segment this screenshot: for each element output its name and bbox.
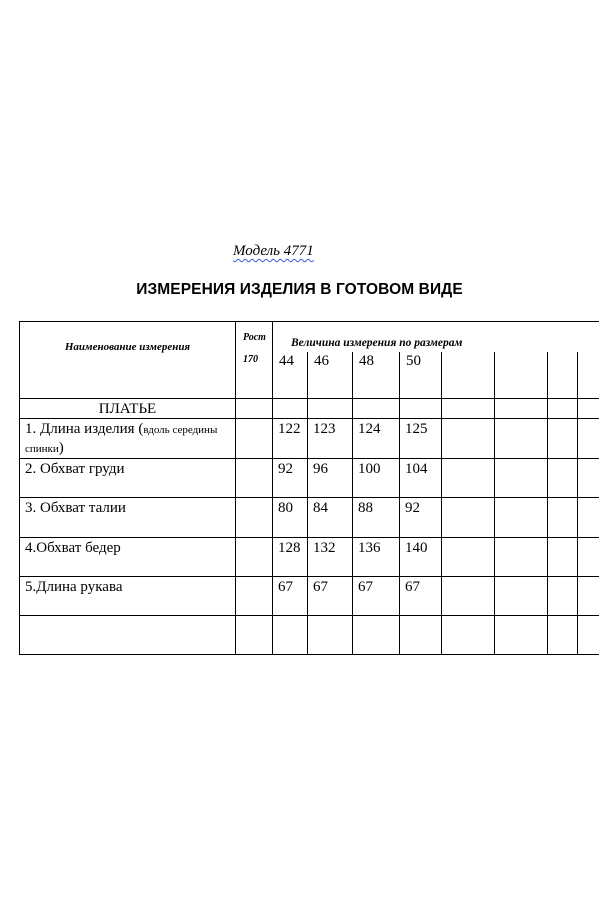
height-value: 170 xyxy=(243,354,258,365)
column-header-name: Наименование измерения xyxy=(20,322,236,399)
measurement-value: 67 xyxy=(400,577,442,616)
size-cell: 48 xyxy=(353,352,400,399)
measurement-name: 1. Длина изделия (вдоль середины спинки) xyxy=(20,419,236,459)
measurement-value: 100 xyxy=(353,459,400,498)
measurement-name: 2. Обхват груди xyxy=(20,459,236,498)
measurement-value: 136 xyxy=(353,538,400,577)
measurement-note: вдоль середины спинки xyxy=(25,424,218,455)
measurement-value: 124 xyxy=(353,419,400,459)
table-row xyxy=(20,459,599,498)
table-row xyxy=(20,538,599,577)
model-number: Модель 4771 xyxy=(233,243,314,259)
measurement-value: 67 xyxy=(353,577,400,616)
measurement-value: 128 xyxy=(273,538,308,577)
measurement-value: 92 xyxy=(273,459,308,498)
size-cell-empty xyxy=(578,352,599,399)
size-cell-empty xyxy=(548,352,578,399)
height-label: Рост xyxy=(243,332,266,343)
column-header-sizes: Величина измерения по размерам xyxy=(273,322,599,352)
measurement-value: 92 xyxy=(400,498,442,538)
size-cell: 46 xyxy=(308,352,353,399)
size-cell: 44 xyxy=(273,352,308,399)
measurement-value: 84 xyxy=(308,498,353,538)
measurement-value: 123 xyxy=(308,419,353,459)
measurement-name: 3. Обхват талии xyxy=(20,498,236,538)
measurement-value: 132 xyxy=(308,538,353,577)
size-cell-empty xyxy=(495,352,548,399)
measurement-value: 88 xyxy=(353,498,400,538)
measurement-name: 4.Обхват бедер xyxy=(20,538,236,577)
section-label: ПЛАТЬЕ xyxy=(20,399,236,419)
measurement-value: 67 xyxy=(308,577,353,616)
measurement-value: 140 xyxy=(400,538,442,577)
table-row xyxy=(20,498,599,538)
measurement-value: 104 xyxy=(400,459,442,498)
table-row-empty xyxy=(20,616,599,655)
document-title: ИЗМЕРЕНИЯ ИЗДЕЛИЯ В ГОТОВОМ ВИДЕ xyxy=(136,281,463,298)
measurements-table xyxy=(19,321,599,655)
table-row xyxy=(20,577,599,616)
measurement-value: 96 xyxy=(308,459,353,498)
measurement-value: 80 xyxy=(273,498,308,538)
size-cell-empty xyxy=(442,352,495,399)
measurement-value: 67 xyxy=(273,577,308,616)
measurement-value: 122 xyxy=(273,419,308,459)
measurement-value: 125 xyxy=(400,419,442,459)
measurement-name: 5.Длина рукава xyxy=(20,577,236,616)
table-row xyxy=(20,419,599,459)
column-header-height xyxy=(236,322,273,399)
section-row xyxy=(20,399,599,419)
size-cell: 50 xyxy=(400,352,442,399)
table-header-row xyxy=(20,322,599,352)
